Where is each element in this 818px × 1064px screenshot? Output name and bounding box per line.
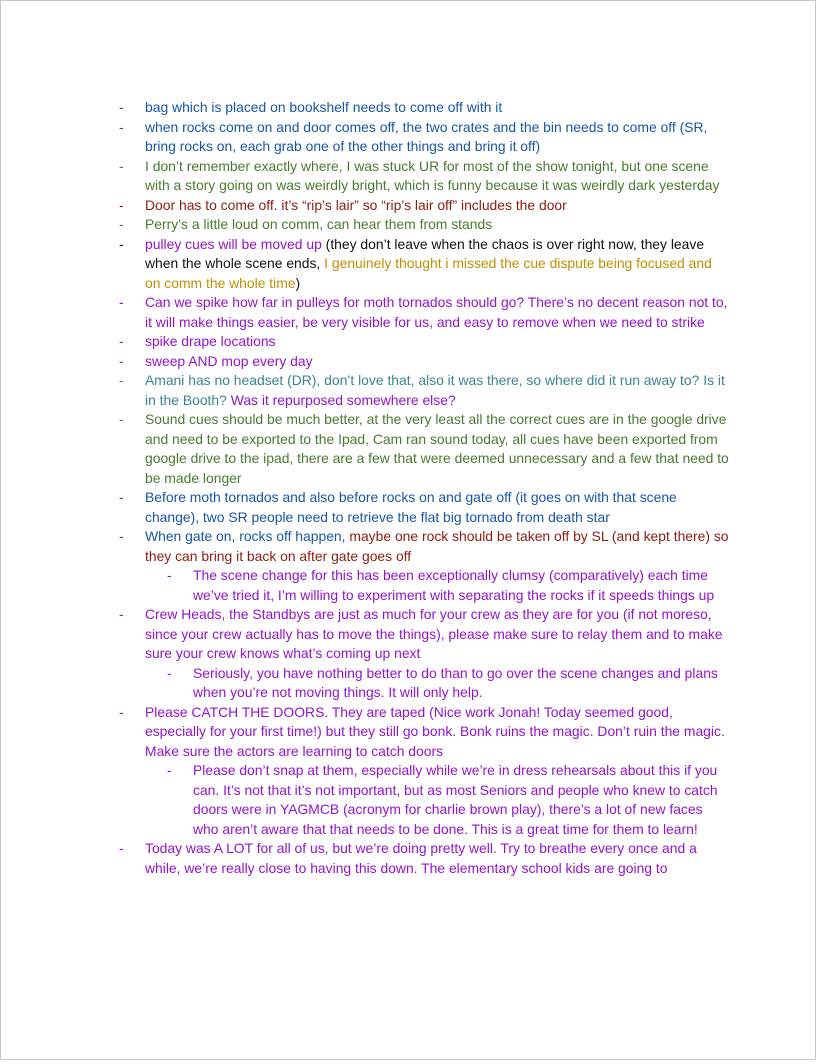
bullet-marker: - (119, 840, 124, 856)
note-text: I don’t remember exactly where, I was stuck UR for most of the show tonight, but one scene with a story going on was weirdly bright, which is funny because it was weirdly dark yesterday (145, 157, 720, 193)
note-text: The scene change for this has been exceptionally clumsy (comparatively) each time we’ve tried it, I’m willing to experiment with separating the rocks if it speeds things up (193, 567, 715, 603)
bullet-marker: - (119, 235, 124, 252)
list-item (119, 371, 729, 410)
note-text: ) (295, 274, 301, 291)
bullet-marker: - (119, 118, 124, 135)
list-item (119, 352, 729, 372)
sub-list-item (119, 664, 729, 703)
list-item (119, 157, 729, 196)
note-text: Please CATCH THE DOORS. They are taped (Nice work Jonah! Today seemed good, especially for your first time!) but they still go bonk. Bonk ruins the magic. Don’t ruin the magic. Make sure the actors are learning to catch doors (145, 703, 725, 759)
note-text: bag which is placed on bookshelf needs to come off with it (145, 99, 503, 115)
bullet-marker: - (119, 99, 124, 115)
list-item (119, 118, 729, 157)
note-text: sweep AND mop every day (145, 352, 313, 369)
list-item (119, 488, 729, 527)
list-item (119, 293, 729, 332)
bullet-marker: - (119, 372, 124, 388)
bullet-marker: - (119, 294, 124, 310)
note-text: Today was A LOT for all of us, but we’re doing pretty well. Try to breathe every once and a while, we’re really close to having this down. The elementary school kids are going to (145, 840, 697, 876)
note-text: Seriously, you have nothing better to do than to go over the scene changes and plans when you’re not moving things. It will only help. (193, 664, 718, 700)
list-item (119, 332, 729, 352)
note-text: Can we spike how far in pulleys for moth tornados should go? There’s no decent reason not to, it will make things easier, be very visible for us, and easy to remove when we need to strike (145, 294, 728, 330)
note-text: Crew Heads, the Standbys are just as much for your crew as they are for you (if not moreso, since your crew actually has to move the things), please make sure to relay them and to make sure your crew knows what’s coming up next (145, 606, 723, 661)
note-text: Sound cues should be much better, at the very least all the correct cues are in the google drive and need to be exported to the Ipad, Cam ran sound today, all cues have been exported from google drive to the ipad, there are a few that were deemed unnecessary and a few that need to be made longer (145, 411, 729, 486)
note-text: maybe one rock should be taken off by SL (and kept there) so they can bring it back on after gate goes off (145, 528, 729, 564)
list-item (119, 215, 729, 235)
bullet-marker: - (119, 411, 124, 427)
bullet-marker: - (119, 352, 124, 369)
bullet-marker: - (119, 333, 124, 349)
bullet-marker: - (167, 664, 172, 681)
list-item (119, 98, 729, 118)
bullet-marker: - (119, 528, 124, 544)
note-text: when rocks come on and door comes off, the two crates and the bin needs to come off (SR, bring rocks on, each grab one of the other things and bring it off) (145, 118, 708, 154)
bullet-marker: - (167, 762, 172, 778)
notes-list (119, 98, 729, 878)
bullet-marker: - (119, 489, 124, 505)
bullet-marker: - (119, 196, 124, 213)
bullet-marker: - (119, 606, 124, 622)
note-text: I genuinely thought i missed the cue dispute being focused and on comm the whole time (145, 255, 712, 291)
list-item (119, 703, 729, 762)
bullet-marker: - (167, 567, 172, 583)
note-text: Was it repurposed somewhere else? (230, 391, 456, 408)
list-item (119, 235, 729, 294)
list-item (119, 839, 729, 878)
note-text: Please don’t snap at them, especially while we’re in dress rehearsals about this if you can. It’s not that it’s not important, but as most Seniors and people who knew to catch doors were in YAGMCB (acronym for charlie brown play), there’s a lot of new faces who aren’t aware that that needs to be done. This is a great time for them to learn! (193, 762, 718, 837)
list-item (119, 527, 729, 566)
note-text: spike drape locations (145, 333, 276, 349)
note-text: When gate on, rocks off happen, (145, 528, 350, 544)
sub-list-item (119, 761, 729, 839)
note-text: (they don’t leave when the chaos is over right now, they leave when the whole scene ends, (145, 235, 705, 271)
list-item (119, 196, 729, 216)
bullet-marker: - (119, 216, 124, 232)
sub-list-item (119, 566, 729, 605)
note-text: Before moth tornados and also before rocks on and gate off (it goes on with that scene change), two SR people need to retrieve the flat big tornado from death star (145, 489, 677, 525)
note-text: Amani has no headset (DR), don’t love that, also it was there, so where did it run away to? Is it in the Booth? (145, 372, 725, 408)
bullet-marker: - (119, 703, 124, 720)
note-text: Door has to come off. it’s “rip’s lair” so “rip’s lair off” includes the door (145, 196, 567, 213)
list-item (119, 410, 729, 488)
note-text: Perry’s a little loud on comm, can hear them from stands (145, 216, 493, 232)
bullet-marker: - (119, 157, 124, 174)
note-text: pulley cues will be moved up (145, 235, 322, 252)
list-item (119, 605, 729, 664)
